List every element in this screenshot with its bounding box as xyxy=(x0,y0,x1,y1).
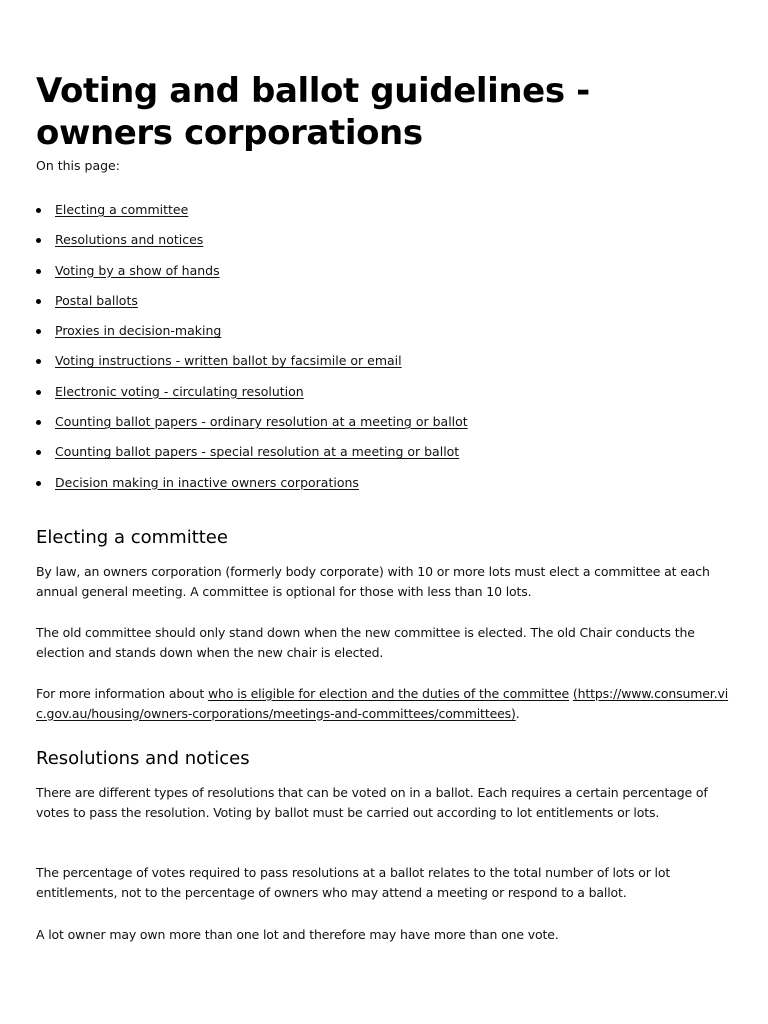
toc-link-electronic-voting[interactable]: Electronic voting - circulating resolution xyxy=(55,383,304,399)
committee-eligibility-link[interactable]: who is eligible for election and the duties of the committee xyxy=(207,686,570,701)
toc-link-counting-special[interactable]: Counting ballot papers - special resolution at a meeting or ballot xyxy=(55,444,460,460)
paragraph: By law, an owners corporation (formerly body corporate) with 10 or more lots must elect a committee at each annual general meeting. A committee is optional for those with less than 10 lots. xyxy=(36,564,710,599)
toc-item xyxy=(36,323,468,353)
section-heading-electing: Electing a committee xyxy=(36,527,228,548)
bullet-icon xyxy=(36,329,41,334)
bullet-icon xyxy=(36,481,41,486)
toc-item xyxy=(36,414,468,444)
page-title: Voting and ballot guidelines - owners corporations xyxy=(36,71,590,153)
table-of-contents xyxy=(36,202,468,505)
toc-link-inactive-owners[interactable]: Decision making in inactive owners corporations xyxy=(55,474,359,490)
toc-link-proxies[interactable]: Proxies in decision-making xyxy=(55,323,222,339)
toc-item xyxy=(36,353,468,383)
toc-item xyxy=(36,232,468,262)
bullet-icon xyxy=(36,299,41,304)
toc-item xyxy=(36,293,468,323)
more-info-suffix: . xyxy=(515,705,520,721)
paragraph: The old committee should only stand down when the new committee is elected. The old Chair conducts the election and stands down when the new chair is elected. xyxy=(36,625,695,660)
bullet-icon xyxy=(36,450,41,455)
paragraph: The percentage of votes required to pass resolutions at a ballot relates to the total number of lots or lot entitlements, not to the percentage of owners who may attend a meeting or respond to a ballot. xyxy=(36,865,671,900)
toc-intro: On this page: xyxy=(36,158,120,173)
toc-item xyxy=(36,202,468,232)
bullet-icon xyxy=(36,420,41,425)
committee-url-link[interactable]: (https://www.consumer.vic.gov.au/housing/owners-corporations/meetings-and-committees/committees) xyxy=(36,686,729,721)
toc-link-counting-ordinary[interactable]: Counting ballot papers - ordinary resolution at a meeting or ballot xyxy=(55,414,468,430)
toc-item xyxy=(36,444,468,474)
bullet-icon xyxy=(36,359,41,364)
paragraph: There are different types of resolutions that can be voted on in a ballot. Each requires a certain percentage of votes to pass the resolution. Voting by ballot must be carried out according to lot entitlements or lots. xyxy=(36,785,708,820)
toc-link-resolutions-and-notices[interactable]: Resolutions and notices xyxy=(55,232,204,248)
bullet-icon xyxy=(36,238,41,243)
toc-link-show-of-hands[interactable]: Voting by a show of hands xyxy=(55,262,220,278)
bullet-icon xyxy=(36,269,41,274)
toc-link-electing-a-committee[interactable]: Electing a committee xyxy=(55,202,189,217)
section-heading-resolutions: Resolutions and notices xyxy=(36,748,250,769)
toc-item xyxy=(36,263,468,293)
paragraph-more-info xyxy=(36,684,736,723)
toc-link-voting-instructions[interactable]: Voting instructions - written ballot by facsimile or email xyxy=(55,353,402,369)
toc-link-postal-ballots[interactable]: Postal ballots xyxy=(55,292,138,308)
bullet-icon xyxy=(36,390,41,395)
paragraph: A lot owner may own more than one lot and therefore may have more than one vote. xyxy=(36,927,559,942)
toc-item xyxy=(36,384,468,414)
toc-item xyxy=(36,475,468,505)
bullet-icon xyxy=(36,208,41,213)
more-info-prefix: For more information about xyxy=(36,686,208,701)
